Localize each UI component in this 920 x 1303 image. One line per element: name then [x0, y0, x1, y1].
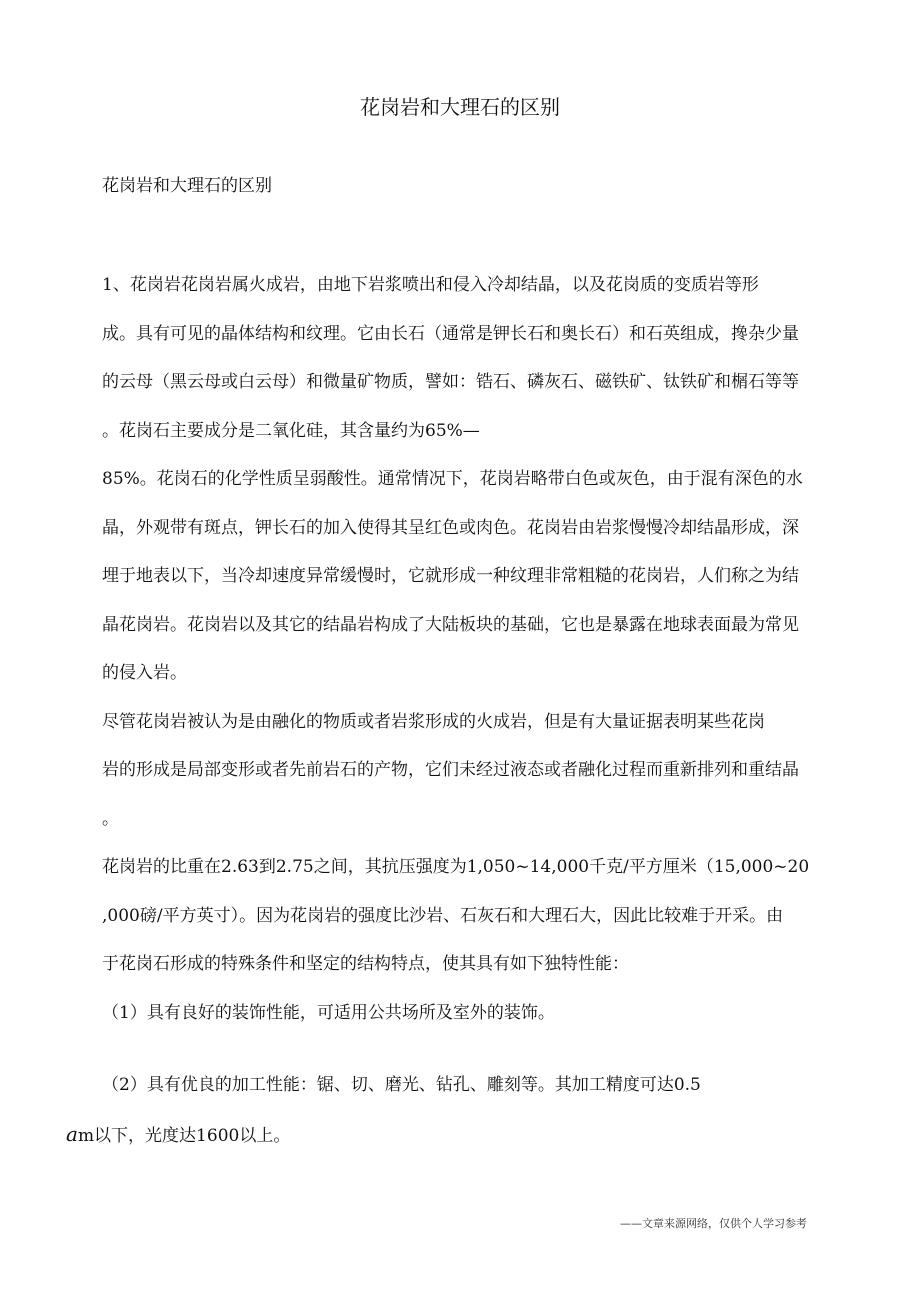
- text-line: （2）具有优良的加工性能：锯、切、磨光、钻孔、雕刻等。其加工精度可达0.5: [102, 1075, 701, 1095]
- text-line: 。花岗石主要成分是二氧化硅，其含量约为65%—: [102, 420, 480, 441]
- document-subtitle: 花岗岩和大理石的区别: [102, 176, 272, 196]
- document-title: 花岗岩和大理石的区别: [360, 95, 560, 119]
- list-item-processing-continued: [58, 1110, 858, 1161]
- text-line: 。: [102, 808, 119, 829]
- text-line: ,000磅/平方英寸）。因为花岗岩的强度比沙岩、石灰石和大理石大，因此比较难于开采。由: [102, 905, 784, 926]
- source-footnote: ——文章来源网络，仅供个人学习参考: [620, 1217, 807, 1230]
- paragraph-granite-definition: [58, 261, 858, 698]
- list-item-decorative: （1）具有良好的装饰性能，可适用公共场所及室外的装饰。: [102, 1002, 555, 1023]
- text-line: 85%。花岗石的化学性质呈弱酸性。通常情况下，花岗岩略带白色或灰色，由于混有深色的水: [102, 469, 803, 489]
- text-line: 花岗岩的比重在2.63到2.75之间，其抗压强度为1,050~14,000千克/平方厘米（15,000~20: [102, 857, 810, 877]
- text-line: m以下，光度达1600以上。: [77, 1125, 291, 1146]
- text-line: 的侵入岩。: [102, 663, 187, 683]
- text-line: 1、花岗岩花岗岩属火成岩，由地下岩浆喷出和侵入冷却结晶，以及花岗质的变质岩等形: [102, 275, 759, 295]
- text-line: 于花岗石形成的特殊条件和坚定的结构特点，使其具有如下独特性能：: [102, 954, 629, 974]
- text-line: 成。具有可见的晶体结构和纹理。它由长石（通常是钾长石和奥长石）和石英组成，搀杂少量: [102, 323, 799, 344]
- text-line: 晶花岗岩。花岗岩以及其它的结晶岩构成了大陆板块的基础，它也是暴露在地球表面最为常见: [102, 614, 799, 635]
- text-line: 尽管花岗岩被认为是由融化的物质或者岩浆形成的火成岩，但是有大量证据表明某些花岗: [102, 711, 765, 732]
- unit-symbol: a: [66, 1121, 78, 1146]
- document-body: [58, 261, 858, 1160]
- text-line: 埋于地表以下，当冷却速度异常缓慢时，它就形成一种纹理非常粗糙的花岗岩，人们称之为结: [102, 566, 799, 586]
- text-line: 晶，外观带有斑点，钾长石的加入使得其呈红色或肉色。花岗岩由岩浆慢慢冷却结晶形成，深: [102, 517, 799, 538]
- paragraph-granite-properties: [58, 843, 858, 989]
- list-item-processing: [58, 1061, 858, 1110]
- text-line: 岩的形成是局部变形或者先前岩石的产物，它们未经过液态或者融化过程而重新排列和重结晶: [102, 760, 799, 780]
- paragraph-granite-formation: [58, 698, 858, 844]
- text-line: 的云母（黑云母或白云母）和微量矿物质，譬如：锆石、磷灰石、磁铁矿、钛铁矿和榍石等等: [102, 372, 799, 392]
